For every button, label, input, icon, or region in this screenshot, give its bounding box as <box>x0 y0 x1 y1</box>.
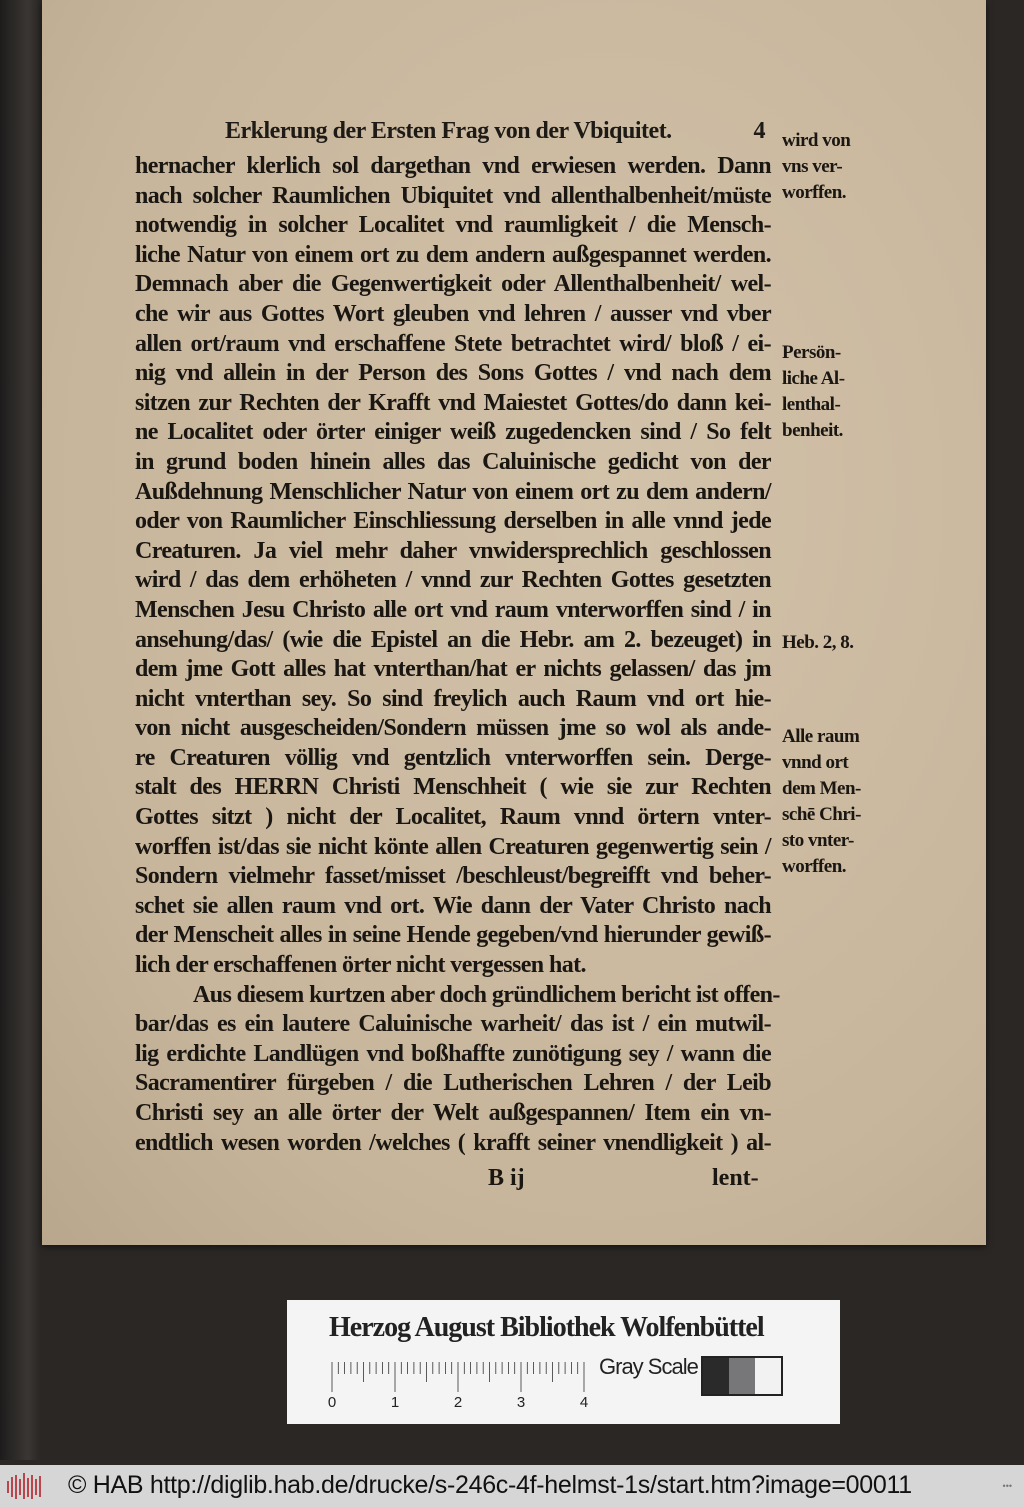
text-line: dem jme Gott alles hat vnterthan/hat er nichts gelassen/ das jm <box>135 656 771 683</box>
text-line: Aus diesem kurtzen aber doch gründlichem bericht ist offen- <box>193 981 780 1008</box>
marginal-note-4 <box>782 724 861 880</box>
text-line: hernacher klerlich sol dargethan vnd erwiesen werden. Dann <box>135 153 771 179</box>
hab-logo-icon <box>6 1473 42 1499</box>
marginal-line: worffen. <box>782 856 847 877</box>
marginal-note-2 <box>782 340 845 444</box>
text-line: endtlich wesen worden /welches ( krafft seiner vnendligkeit ) al- <box>135 1129 771 1156</box>
scale-ruler <box>327 1362 589 1411</box>
text-line: allen ort/raum vnd erschaffene Stete betrachtet wird/ bloß / ei- <box>135 330 771 357</box>
marginal-line: sto vnter- <box>782 830 854 851</box>
running-head <box>225 118 765 145</box>
text-line: che wir aus Gottes Wort gleuben vnd lehren / ausser vnd vber <box>135 300 771 327</box>
text-line: wird / das dem erhöheten / vnnd zur Rechten Gottes gesetzten <box>135 567 771 594</box>
marginal-line: Heb. 2, 8. <box>782 632 854 653</box>
text-line: Sondern vielmehr fasset/misset /beschleust/begreifft vnd beher- <box>135 863 771 890</box>
ruler-label: 0 <box>327 1394 337 1411</box>
text-line: der Menscheit alles in seine Hende gegeben/vnd hierunder gewiß- <box>135 922 771 949</box>
gray-swatch <box>729 1358 755 1394</box>
text-line: in grund boden hinein alles das Caluinische gedicht von der <box>135 448 771 475</box>
text-line: Außdehnung Menschlicher Natur von einem ort zu dem andern/ <box>135 478 771 505</box>
text-line: Creaturen. Ja viel mehr daher vnwidersprechlich geschlossen <box>135 537 771 564</box>
running-head-title: Erklerung der Ersten Frag von der Vbiquitet. <box>225 118 672 144</box>
text-line: Sacramentirer fürgeben / die Lutherischen Lehren / der Leib <box>135 1070 771 1097</box>
text-line: bar/das es ein lautere Caluinische warheit/ das ist / ein mutwil- <box>135 1011 771 1038</box>
text-line: Demnach aber die Gegenwertigkeit oder Allenthalbenheit/ wel- <box>135 271 771 298</box>
text-line: oder von Raumlicher Einschliessung derselben in alle vnnd jede <box>135 508 771 535</box>
book-spine <box>0 0 40 1460</box>
marginal-note-3 <box>782 630 854 656</box>
marginal-note-1 <box>782 128 850 206</box>
text-line: lig erdichte Landlügen vnd boßhaffte zunötigung sey / wann die <box>135 1040 771 1067</box>
library-name: Herzog August Bibliothek Wolfenbüttel <box>329 1312 764 1343</box>
text-line: Christi sey an alle örter der Welt außgespannen/ Item ein vn- <box>135 1100 771 1126</box>
text-line: ansehung/das/ (wie die Epistel an die Hebr. am 2. bezeuget) in <box>135 626 771 653</box>
marginal-line: liche Al- <box>782 368 845 389</box>
more-options-icon[interactable]: ••• <box>1002 1481 1012 1491</box>
text-line: nig vnd allein in der Person des Sons Gottes / vnd nach dem <box>135 360 771 387</box>
marginal-line: benheit. <box>782 420 843 441</box>
marginal-line: Alle raum <box>782 726 860 747</box>
marginal-line: vnnd ort <box>782 752 849 773</box>
text-line: nach solcher Raumlichen Ubiquitet vnd allenthalbenheit/müste <box>135 182 771 209</box>
signature-mark: B ij <box>488 1165 525 1191</box>
marginal-line: worffen. <box>782 182 847 203</box>
text-line: notwendig in solcher Localitet vnd raumligkeit / die Mensch- <box>135 212 771 239</box>
marginal-line: lenthal- <box>782 394 841 415</box>
source-url[interactable]: © HAB http://diglib.hab.de/drucke/s-246c-4f-helmst-1s/start.htm?image=00011 <box>68 1471 912 1499</box>
gray-scale-swatches <box>701 1356 783 1396</box>
text-line: schet sie allen raum vnd ort. Wie dann der Vater Christo nach <box>135 892 771 919</box>
ruler-label: 1 <box>390 1394 400 1411</box>
marginal-line: dem Men- <box>782 778 861 799</box>
text-line: lich der erschaffenen örter nicht vergessen hat. <box>135 952 586 979</box>
text-line: nicht vnterthan sey. So sind freylich auch Raum vnd ort hie- <box>135 685 771 712</box>
gray-scale-label: Gray Scale <box>599 1354 698 1379</box>
text-line: re Creaturen völlig vnd gentzlich vnterworffen sein. Derge- <box>135 744 771 771</box>
text-line: sitzen zur Rechten der Krafft vnd Maiestet Gottes/do dann kei- <box>135 389 771 416</box>
ruler-label: 4 <box>579 1394 589 1411</box>
text-line: ne Localitet oder örter einiger weiß zugedencken sind / So felt <box>135 419 771 446</box>
text-line: Gottes sitzt ) nicht der Localitet, Raum vnnd örtern vnter- <box>135 804 771 831</box>
gray-swatch <box>755 1358 781 1394</box>
text-line: liche Natur von einem ort zu dem andern außgespannet werden. <box>135 241 771 268</box>
body-text <box>135 152 780 1158</box>
marginal-line: schē Chri- <box>782 804 861 825</box>
text-line: Menschen Jesu Christo alle ort vnd raum vnterworffen sind / in <box>135 596 771 623</box>
footer-bar <box>0 1465 1024 1507</box>
marginal-line: vns ver- <box>782 156 843 177</box>
marginal-line: wird von <box>782 130 851 151</box>
text-line: von nicht ausgescheiden/Sondern müssen jme so wol als ande- <box>135 715 771 742</box>
library-color-card <box>287 1300 840 1424</box>
gray-swatch <box>703 1358 729 1394</box>
ruler-label: 3 <box>516 1394 526 1411</box>
ruler-label: 2 <box>453 1394 463 1411</box>
marginal-line: Persön- <box>782 342 841 363</box>
catchword: lent- <box>712 1165 759 1191</box>
page-number: 4 <box>753 118 765 144</box>
text-line: stalt des HERRN Christi Menschheit ( wie sie zur Rechten <box>135 774 771 801</box>
text-line: worffen ist/das sie nicht könte allen Creaturen gegenwertig sein / <box>135 833 771 860</box>
